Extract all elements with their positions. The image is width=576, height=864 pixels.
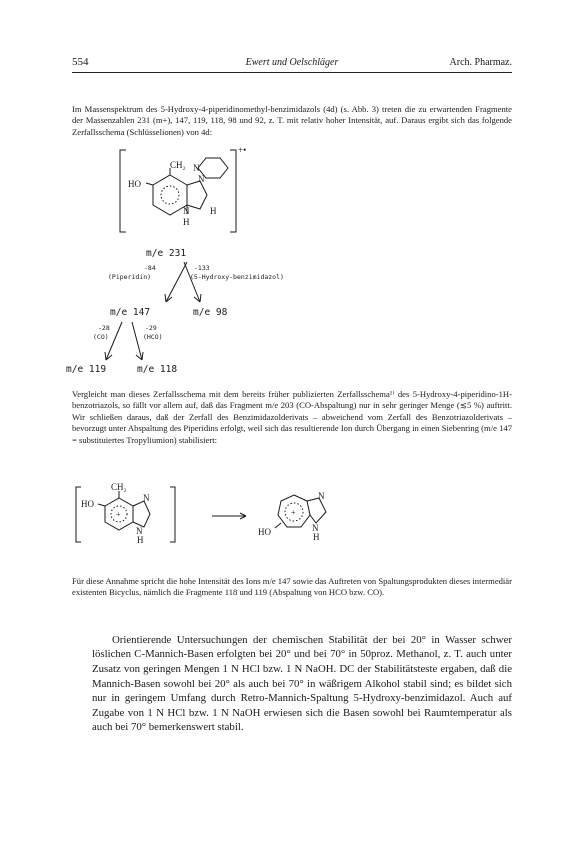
- tropylium-imidazole-ring: [307, 498, 326, 523]
- aromatic-circle: [161, 186, 179, 204]
- paragraph-stability-text: Orientierende Untersuchungen der chemischen Stabilität der bei 20° in Wasser schwer löslichen C-Mannich-Basen erfolgten bei 20° und bei 70° in 50proz. Methanol, z. T. auch unter Zusatz von geringen Mengen 1 N HCl bzw. 1 N NaOH. DC der Stabilitätsteste ergaben, daß die Mannich-Basen sowohl bei 20° als auch bei 70° in wäßrigem Alkohol stabil sind; es bildet sich nur in geringem Umfang durch Retro-Mannich-Spaltung 5-Hydroxy-benzimidazol. Auch auf Zugabe von 1 N HCl bzw. 1 N NaOH erwiesen sich die Basen sowohl bei Raumtemperatur als auch bei 70° bemerkenswert stabil.: [92, 633, 512, 734]
- imidazole-ch-label: H: [210, 206, 217, 216]
- bicyclic-ho-label: HO: [81, 499, 94, 509]
- ion-m118: m/e 118: [137, 364, 178, 375]
- ion-m147: m/e 147: [110, 307, 151, 318]
- ch2-label: CH₂: [170, 160, 186, 170]
- loss-28-value: -28: [98, 324, 110, 332]
- loss-133-label: (5-Hydroxy-benzimidazol): [190, 273, 284, 281]
- ion-m98: m/e 98: [193, 307, 228, 318]
- tropylium-n-bottom-label: N: [312, 523, 319, 533]
- imidazole-ring: [187, 181, 207, 209]
- loss-29-label: (HCO): [143, 333, 163, 341]
- loss-84-value: -84: [144, 264, 156, 272]
- svg-text:+: +: [116, 510, 121, 519]
- bicyclic-imidazole-ring: [133, 501, 150, 527]
- nh-h-label: H: [183, 217, 190, 227]
- paragraph-intro: Im Massenspektrum des 5-Hydroxy-4-piperidinomethyl-benzimidazols (4d) (s. Abb. 3) treten die zu erwartenden Fragmente der Massenzahlen 231 (m+), 147, 119, 118, 98 und 92, z. T. mit relativ hoher Intensität, auf. Daraus ergibt sich das folgende Zerfallsschema (Schlüsselionen) von 4d:: [72, 103, 512, 137]
- ion-m119: m/e 119: [66, 364, 107, 375]
- tropylium-h-label: H: [313, 532, 320, 542]
- loss-29-value: -29: [145, 324, 157, 332]
- loss-133-value: -133: [194, 264, 210, 272]
- right-bracket-2: [170, 487, 175, 542]
- paragraph-assumption: Für diese Annahme spricht die hohe Intensität des Ions m/e 147 sowie das Auftreten von Spaltungsprodukten dieses intermediär existenten Bicyclus, nämlich die Fragmente 118 und 119 (Abspaltung von HCO bzw. CO).: [72, 575, 512, 598]
- left-bracket-2: [76, 487, 81, 542]
- loss-84-label: (Piperidin): [108, 273, 152, 281]
- left-bracket: [120, 150, 126, 232]
- paragraph-comparison: Vergleicht man dieses Zerfallsschema mit dem bereits früher publizierten Zerfallsschema¹⁾ des 5-Hydroxy-4-piperidino-1H-benzotriazols, so fällt vor allem auf, daß das Fragment m/e 203 (CO-Abspaltung) nur in sehr geringer Menge (≲5 %) auftritt. Wir schließen daraus, daß der Zerfall des Benzimidazolderivats – abweichend vom Zerfall des Benzotriazolderivats – bevorzugt unter Abspaltung des Piperidins erfolgt, weil sich das resultierende Ion durch Übergang in einen Siebenring (m/e 147 = substituiertes Tropyliumion) stabilisiert:: [72, 388, 512, 445]
- charge-label: +•: [238, 145, 247, 155]
- ion-m231: m/e 231: [146, 248, 187, 259]
- running-title-authors: Ewert und Oelschläger: [245, 57, 339, 68]
- page-number: 554: [72, 56, 89, 68]
- bicyclic-n-bottom-label: N: [136, 526, 143, 536]
- ho-label: HO: [128, 179, 141, 189]
- journal-name: Arch. Pharmaz.: [449, 57, 512, 68]
- loss-28-label: (CO): [93, 333, 109, 341]
- bicyclic-h-label: H: [137, 535, 144, 545]
- tropylium-n-top-label: N: [318, 491, 325, 501]
- paragraph-stability: [92, 633, 512, 735]
- imidazole-n-top-label: N: [198, 174, 205, 184]
- right-bracket: [230, 150, 236, 232]
- bicyclic-ch2-label: CH₂: [111, 482, 127, 492]
- bicyclic-n-top-label: N: [143, 493, 150, 503]
- piperidine-n-label: N: [193, 163, 200, 173]
- imidazole-n-bottom-label: N: [183, 206, 190, 216]
- tropylium-ho-label: HO: [258, 527, 271, 537]
- svg-text:+: +: [291, 508, 296, 517]
- benzene-ring: [153, 175, 187, 215]
